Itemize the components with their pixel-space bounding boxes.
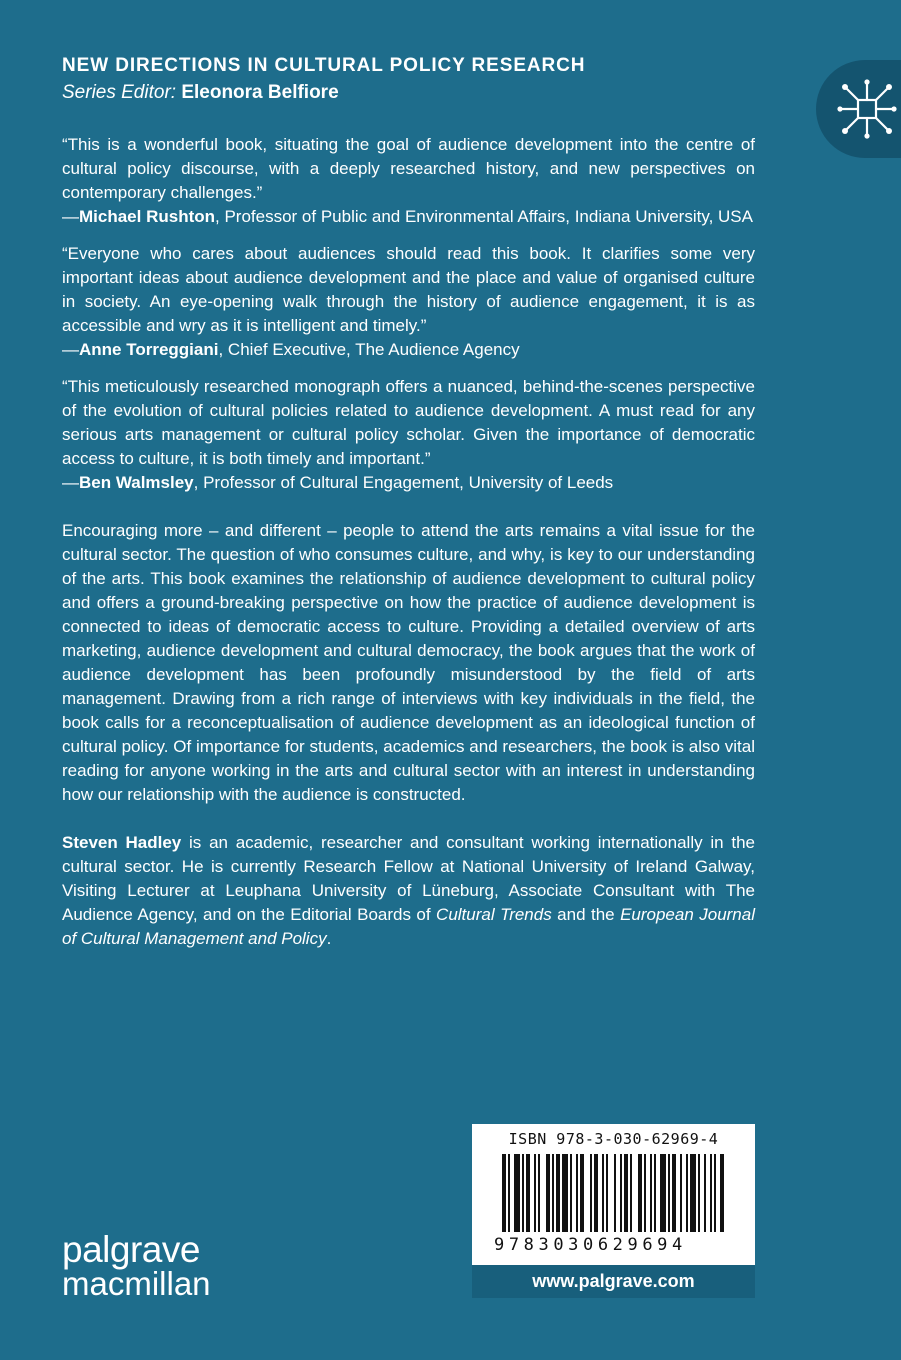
attribution-dash: — [62, 473, 79, 492]
barcode-bar [660, 1154, 666, 1232]
quote-attribution [62, 471, 755, 495]
publisher-url[interactable]: www.palgrave.com [472, 1265, 755, 1298]
barcode-bar [644, 1154, 646, 1232]
attribution-affiliation: , Professor of Public and Environmental Affairs, Indiana University, USA [215, 207, 753, 226]
barcode-bar [502, 1154, 506, 1232]
series-title: NEW DIRECTIONS IN CULTURAL POLICY RESEARCH [62, 55, 586, 76]
barcode [502, 1154, 726, 1232]
palgrave-macmillan-logo [62, 1229, 211, 1302]
journal-title-2: European Journal of Cultural Management and Policy [62, 905, 755, 948]
barcode-bar [514, 1154, 520, 1232]
barcode-digits: 9783030629694 [494, 1235, 687, 1255]
barcode-bar [624, 1154, 628, 1232]
journal-title-1: Cultural Trends [436, 905, 552, 924]
series-editor [62, 82, 339, 104]
logo-line-macmillan: macmillan [62, 1265, 211, 1302]
barcode-bar [546, 1154, 550, 1232]
attribution-dash: — [62, 340, 79, 359]
bio-text-3: . [326, 929, 332, 948]
barcode-bar [686, 1154, 688, 1232]
quote-attribution [62, 338, 755, 362]
barcode-bar [654, 1154, 656, 1232]
attribution-name: Michael Rushton [79, 207, 216, 226]
quote-text: “This meticulously researched monograph offers a nuanced, behind-the-scenes perspective of the evolution of cultural policies related to audience development. A must read for any serious arts management or cultural policy scholar. Given the importance of democratic access to culture, it is both timely and important.” [62, 377, 755, 468]
logo-line-palgrave: palgrave [62, 1229, 200, 1270]
barcode-bar [690, 1154, 696, 1232]
barcode-bar [668, 1154, 670, 1232]
barcode-bar [620, 1154, 622, 1232]
barcode-bar [680, 1154, 682, 1232]
attribution-name: Ben Walmsley [79, 473, 194, 492]
barcode-bar [590, 1154, 592, 1232]
barcode-bar [522, 1154, 524, 1232]
barcode-bar [526, 1154, 530, 1232]
barcode-bar [552, 1154, 554, 1232]
barcode-bar [606, 1154, 608, 1232]
barcode-bar [720, 1154, 724, 1232]
attribution-affiliation: , Chief Executive, The Audience Agency [218, 340, 520, 359]
barcode-bar [614, 1154, 616, 1232]
bio-text-2: and the [551, 905, 621, 924]
barcode-bar [508, 1154, 510, 1232]
quote-walmsley [62, 375, 755, 495]
quote-attribution [62, 205, 755, 229]
barcode-bar [714, 1154, 716, 1232]
barcode-bar [704, 1154, 706, 1232]
barcode-bar [650, 1154, 652, 1232]
palgrave-network-icon [836, 78, 898, 140]
barcode-bar [602, 1154, 604, 1232]
isbn-barcode-box [472, 1124, 755, 1265]
bio-text-1: is an academic, researcher and consultant working internationally in the cultural sector. He is currently Research Fellow at National University of Ireland Galway, Visiting Lecturer at Leuphana University of Lüneburg, Associate Consultant with The Audience Agency, and on the Editorial Boards of [62, 833, 755, 924]
quote-text: “Everyone who cares about audiences should read this book. It clarifies some very important ideas about audience development and the place and value of organised culture in society. An eye-opening walk through the history of audience engagement, it is as accessible and wry as it is intelligent and timely.” [62, 244, 755, 335]
attribution-name: Anne Torreggiani [79, 340, 219, 359]
quote-text: “This is a wonderful book, situating the goal of audience development into the centre of cultural policy discourse, with a deeply researched history, and new perspectives on contemporary challenges.” [62, 135, 755, 202]
barcode-bar [580, 1154, 584, 1232]
barcode-bar [698, 1154, 700, 1232]
barcode-bar [576, 1154, 578, 1232]
series-editor-name: Eleonora Belfiore [181, 82, 339, 103]
isbn-number: ISBN 978-3-030-62969-4 [508, 1130, 719, 1148]
book-description: Encouraging more – and different – people to attend the arts remains a vital issue for the cultural sector. The question of who consumes culture, and why, is key to our understanding of the arts. This book examines the relationship of audience development to cultural policy and offers a ground-breaking perspective on how the practice of audience development is connected to ideas of democratic access to culture. Providing a detailed overview of arts marketing, audience development and cultural democracy, the book argues that the work of audience development has been profoundly misunderstood by the field of arts management. Drawing from a rich range of interviews with key individuals in the field, the book calls for a reconceptualisation of audience development as an ideological function of cultural policy. Of importance for students, academics and researchers, the book is also vital reading for anyone working in the arts and cultural sector with an interest in understanding how our relationship with the audience is constructed. [62, 521, 755, 804]
barcode-bar [672, 1154, 676, 1232]
attribution-affiliation: , Professor of Cultural Engagement, University of Leeds [193, 473, 614, 492]
quote-rushton [62, 133, 755, 229]
author-name: Steven Hadley [62, 833, 182, 852]
barcode-bar [630, 1154, 632, 1232]
barcode-bar [534, 1154, 536, 1232]
series-editor-label: Series Editor: [62, 82, 177, 103]
barcode-bar [562, 1154, 568, 1232]
barcode-bar [638, 1154, 642, 1232]
attribution-dash: — [62, 207, 79, 226]
barcode-bar [710, 1154, 712, 1232]
barcode-bar [570, 1154, 572, 1232]
author-bio [62, 831, 755, 951]
barcode-bar [538, 1154, 540, 1232]
cover-text [62, 133, 755, 951]
barcode-bar [556, 1154, 560, 1232]
barcode-bar [594, 1154, 598, 1232]
palgrave-emblem [816, 60, 901, 158]
quote-torreggiani [62, 242, 755, 362]
